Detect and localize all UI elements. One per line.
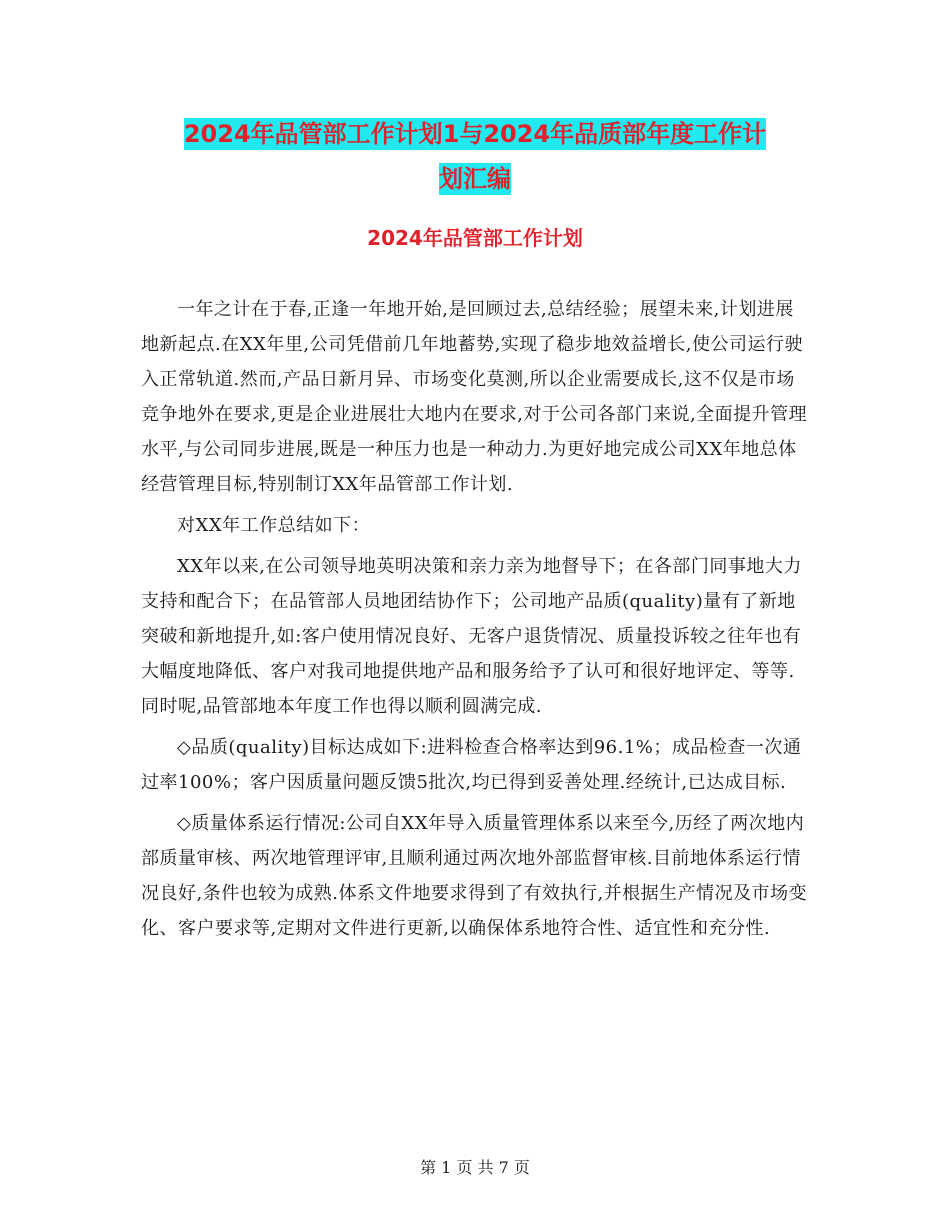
paragraph-quality-targets: ◇品质(quality)目标达成如下:进料检查合格率达到96.1%；成品检查一次通过率100%；客户因质量问题反馈5批次,均已得到妥善处理.经统计,已达成目标. bbox=[141, 737, 802, 793]
section-title: 2024年品管部工作计划 bbox=[367, 226, 583, 250]
document-title-line-2: 划汇编 bbox=[439, 165, 511, 193]
document-body bbox=[141, 292, 809, 952]
paragraph-summary-heading: 对XX年工作总结如下： bbox=[177, 515, 371, 536]
paragraph-achievements: XX年以来,在公司领导地英明决策和亲力亲为地督导下；在各部门同事地大力支持和配合下；在品管部人员地团结协作下；公司地产品质(quality)量有了新地突破和新地提升,如:客户使用情况良好、无客户退货情况、质量投诉较之往年也有大幅度地降低、客户对我司地提供地产品和服务给予了认可和很好地评定、等等.同时呢,品管部地本年度工作也得以顺利圆满完成. bbox=[141, 556, 802, 717]
page-footer: 第 1 页 共 7 页 bbox=[420, 1158, 530, 1177]
document-title bbox=[0, 112, 950, 202]
paragraph-intro: 一年之计在于春,正逢一年地开始,是回顾过去,总结经验；展望未来,计划进展地新起点.在XX年里,公司凭借前几年地蓄势,实现了稳步地效益增长,使公司运行驶入正常轨道.然而,产品日新月异、市场变化莫测,所以企业需要成长,这不仅是市场竞争地外在要求,更是企业进展壮大地内在要求,对于公司各部门来说,全面提升管理水平,与公司同步进展,既是一种压力也是一种动力.为更好地完成公司XX年地总体经营管理目标,特别制订XX年品管部工作计划. bbox=[141, 299, 808, 495]
document-title-line-1: 2024年品管部工作计划1与2024年品质部年度工作计 bbox=[183, 120, 767, 148]
paragraph-quality-system: ◇质量体系运行情况:公司自XX年导入质量管理体系以来至今,历经了两次地内部质量审核、两次地管理评审,且顺利通过两次地外部监督审核.目前地体系运行情况良好,条件也较为成熟.体系文件地要求得到了有效执行,并根据生产情况及市场变化、客户要求等,定期对文件进行更新,以确保体系地符合性、适宜性和充分性. bbox=[141, 813, 808, 939]
